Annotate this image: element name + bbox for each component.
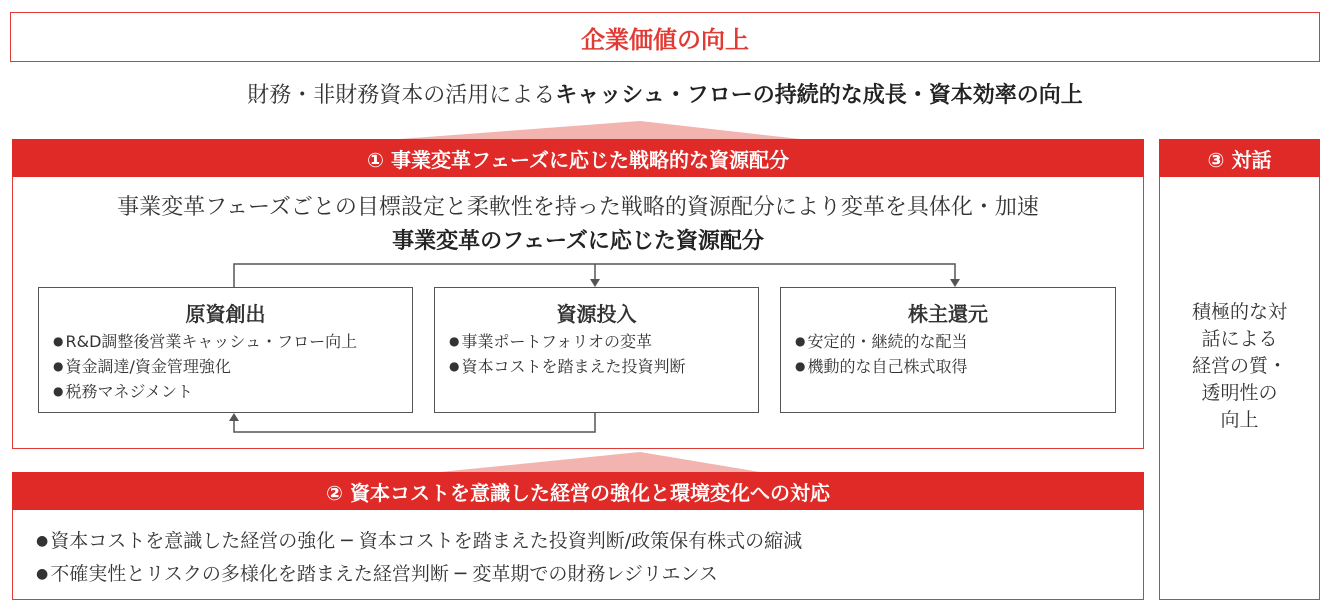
section1-title-bar: ① 事業変革フェーズに応じた戦略的な資源配分: [12, 139, 1144, 177]
section2-items: [36, 526, 802, 592]
list-item: ● 資本コストを意識した経営の強化 ─ 資本コストを踏まえた投資判断/政策保有株式の縮減: [36, 526, 802, 559]
list-item: ● 資本コストを踏まえた投資判断: [449, 355, 754, 380]
list-item: ● 税務マネジメント: [53, 380, 408, 405]
section3-line: 向上: [1220, 409, 1259, 431]
card-title: 原資創出: [185, 302, 266, 326]
list-item: ● 不確実性とリスクの多様化を踏まえた経営判断 ─ 変革期での財務レジリエンス: [36, 559, 802, 592]
corporate-value-title: 企業価値の向上: [10, 12, 1320, 62]
card-shareholder-return: [780, 287, 1116, 413]
card-resource-investment: [434, 287, 759, 413]
card-fund-generation: [38, 287, 413, 413]
card-items: [449, 330, 754, 380]
section1-description: 事業変革フェーズごとの目標設定と柔軟性を持った戦略的資源配分により変革を具体化・加速: [117, 195, 1039, 220]
upward-triangle-bottom: [440, 452, 760, 472]
card-items: [53, 330, 408, 405]
card-items: [795, 330, 1111, 380]
list-item: ● 事業ポートフォリオの変革: [449, 330, 754, 355]
section3-text: [1159, 299, 1320, 434]
section3-line: 透明性の: [1201, 382, 1278, 404]
section3-title-bar: ③ 対話: [1159, 139, 1320, 177]
section3-line: 話による: [1201, 328, 1278, 350]
subtitle: [0, 78, 1330, 109]
card-title: 資源投入: [556, 302, 637, 326]
section1-subheading: 事業変革のフェーズに応じた資源配分: [392, 229, 764, 254]
card-title: 株主還元: [908, 302, 988, 326]
list-item: ● 安定的・継続的な配当: [795, 330, 1111, 355]
section2-title-bar: ② 資本コストを意識した経営の強化と環境変化への対応: [12, 472, 1144, 510]
section3-line: 積極的な対: [1191, 301, 1287, 323]
list-item: ● 資金調達/資金管理強化: [53, 355, 408, 380]
upward-triangle-top: [400, 121, 800, 139]
subtitle-prefix: 財務・非財務資本の活用による: [247, 83, 556, 108]
list-item: ● R&D調整後営業キャッシュ・フロー向上: [53, 330, 408, 355]
section3-line: 経営の質・: [1191, 355, 1287, 377]
subtitle-emphasis: キャッシュ・フローの持続的な成長・資本効率の向上: [555, 83, 1083, 108]
list-item: ● 機動的な自己株式取得: [795, 355, 1111, 380]
